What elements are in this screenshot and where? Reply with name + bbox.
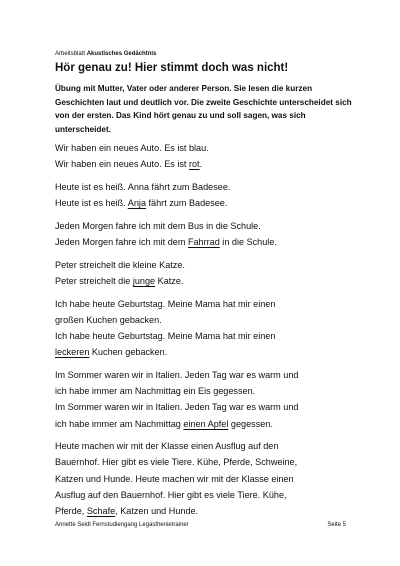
story-line [55, 273, 355, 289]
worksheet-header [55, 50, 156, 58]
story-text: Kuchen gebacken. [89, 347, 168, 358]
story-text: Im Sommer waren wir in Italien. Jeden Tag war es warm und [55, 402, 299, 413]
story-line [55, 156, 355, 172]
story-line [55, 438, 355, 454]
story-line [55, 383, 355, 399]
story-block [55, 257, 355, 289]
story-line [55, 312, 355, 328]
story-text: gegessen. [228, 418, 273, 429]
story-block [55, 140, 355, 172]
instructions-paragraph: Übung mit Mutter, Vater oder anderer Person. Sie lesen die kurzen Geschichten laut und deutlich vor. Die zweite Geschichte unterscheidet sich von der ersten. Das Kind hört genau zu und soll sagen, was sich unterscheidet. [55, 84, 352, 134]
story-text: Ich habe heute Geburtstag. Meine Mama hat mir einen [55, 298, 276, 309]
story-text: Pferde, [55, 506, 87, 517]
story-line [55, 140, 355, 156]
story-line [55, 503, 355, 519]
story-line [55, 234, 355, 250]
story-text: , Katzen und Hunde. [115, 506, 199, 517]
story-text: in die Schule. [219, 237, 277, 248]
story-block [55, 438, 355, 519]
story-text: . [199, 159, 203, 170]
story-line [55, 471, 355, 487]
story-text: ich habe immer am Nachmittag ein Eis gegessen. [55, 386, 256, 397]
story-text: Katze. [155, 275, 184, 286]
story-text: Katzen und Hunde. Heute machen wir mit der Klasse einen [55, 473, 294, 484]
story-block [55, 179, 355, 211]
story-text: Ausflug auf den Bauernhof. Hier gibt es viele Tiere. Kühe, [55, 489, 287, 500]
changed-word: leckeren [55, 347, 90, 358]
footer-author: Annette Seidl Fernstudiengang Legasthenietrainer [55, 522, 189, 528]
story-text: Heute ist es heiß. [55, 198, 128, 209]
story-block [55, 296, 355, 361]
story-text: Heute machen wir mit der Klasse einen Ausflug auf den [55, 441, 279, 452]
story-text: fährt zum Badesee. [146, 198, 228, 209]
story-text: Jeden Morgen fahre ich mit dem Bus in die Schule. [55, 220, 261, 231]
page-title: Hör genau zu! Hier stimmt doch was nicht! [55, 62, 289, 74]
header-topic: Akustisches Gedächtnis [86, 51, 157, 57]
page-footer [55, 521, 346, 529]
story-line [55, 195, 355, 211]
story-line [55, 179, 355, 195]
header-prefix: Arbeitsblatt [55, 51, 86, 57]
story-line [55, 344, 355, 360]
changed-word: rot [188, 159, 200, 170]
changed-word: Anja [127, 198, 146, 209]
story-line [55, 257, 355, 273]
story-text: Bauernhof. Hier gibt es viele Tiere. Kühe, Pferde, Schweine, [55, 457, 298, 468]
story-text: großen Kuchen gebacken. [55, 314, 162, 325]
story-text: Wir haben ein neues Auto. Es ist [55, 159, 189, 170]
changed-word: einen Apfel [183, 418, 229, 429]
story-text: Peter streichelt die [55, 275, 133, 286]
story-list [55, 140, 355, 526]
story-line [55, 367, 355, 383]
story-line [55, 399, 355, 415]
story-line [55, 328, 355, 344]
story-line [55, 218, 355, 234]
story-text: ich habe immer am Nachmittag [55, 418, 184, 429]
story-line [55, 487, 355, 503]
changed-word: Fahrrad [187, 237, 220, 248]
story-text: Jeden Morgen fahre ich mit dem [55, 237, 188, 248]
footer-page-number: Seite 5 [327, 522, 346, 528]
story-text: Peter streichelt die kleine Katze. [55, 259, 185, 270]
story-text: Wir haben ein neues Auto. Es ist blau. [55, 143, 209, 153]
story-text: Im Sommer waren wir in Italien. Jeden Tag war es warm und [55, 369, 299, 380]
story-block [55, 367, 355, 432]
story-text: Heute ist es heiß. Anna fährt zum Badesee. [55, 181, 231, 192]
story-line [55, 416, 355, 432]
story-text: Ich habe heute Geburtstag. Meine Mama hat mir einen [55, 331, 276, 342]
story-line [55, 296, 355, 312]
changed-word: junge [132, 275, 156, 286]
story-line [55, 454, 355, 470]
story-block [55, 218, 355, 250]
changed-word: Schafe [86, 506, 116, 517]
